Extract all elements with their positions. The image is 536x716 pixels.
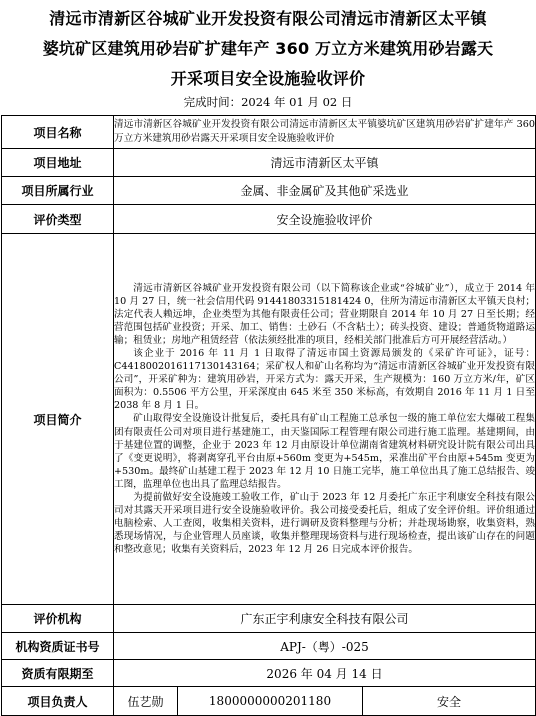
label-agency: 评价机构 — [2, 605, 114, 633]
value-validity: 2026 年 04 月 14 日 — [114, 660, 536, 687]
row-project-name — [2, 116, 536, 149]
value-industry: 金属、非金属矿及其他矿采选业 — [114, 177, 536, 205]
row-cert-no — [2, 633, 536, 660]
completed-date: 完成时间：2024 年 01 月 02 日 — [183, 95, 353, 109]
label-leader: 项目负责人 — [2, 687, 114, 716]
row-project-address — [2, 149, 536, 177]
label-project-address: 项目地址 — [2, 149, 114, 177]
row-summary — [2, 234, 536, 605]
title-line-3: 开采项目安全设施验收评价 — [170, 69, 366, 88]
project-info-table — [1, 115, 536, 716]
value-summary — [114, 234, 536, 605]
value-leader-specialty: 安全 — [363, 687, 536, 716]
value-evaluation-type: 安全设施验收评价 — [114, 205, 536, 234]
label-cert-no: 机构资质证书号 — [2, 633, 114, 660]
label-industry: 项目所属行业 — [2, 177, 114, 205]
row-agency — [2, 605, 536, 633]
value-agency: 广东正宇利康安全科技有限公司 — [114, 605, 536, 633]
label-summary: 项目简介 — [2, 234, 114, 605]
value-project-address: 清远市清新区太平镇 — [114, 149, 536, 177]
value-project-name: 清远市清新区谷城矿业开发投资有限公司清远市清新区太平镇婆坑矿区建筑用砂岩矿扩建年产 360 万立方米建筑用砂岩露天开采项目安全设施验收评价 — [114, 116, 536, 149]
row-validity — [2, 660, 536, 687]
summary-paragraph: 矿山取得安全设施设计批复后，委托具有矿山工程施工总承包一级的施工单位宏大爆破工程集团有限责任公司对项目进行基建施工，由天鉴国际工程管理有限公司进行施工监理。基建期间，由于基建位置的调整，企业于 2023 年 12 月由原设计单位湖南省建筑材料研究设计院有限公司出具了《变更说明》，将剥离穿孔平台由原+560m 变更为+545m，采准出矿平台由原+545m 变更为+530m。最终矿山基建工程于 2023 年 12 月 10 日施工完毕，施工单位出具了施工总结报告、竣工图，监理单位也出具了监理总结报告。 — [114, 413, 535, 490]
summary-paragraph: 清远市清新区谷城矿业开发投资有限公司（以下简称该企业或“谷城矿业”），成立于 2014 年 10 月 27 日，统一社会信用代码 91441803315181424 0，住所为清远市清新区太平镇天良村；法定代表人赖远坤，企业类型为其他有限责任公司；营业期限自 2014 年 10 月 27 日至长期；经营范围包括矿业投资；开采、加工、销售：土砂石（不含粘土）；砖头投资、建设；普通货物道路运输；租赁业；房地产租赁经营（依法须经批准的项目，经相关部门批准后方可开展经营活动。） — [114, 282, 535, 346]
row-industry — [2, 177, 536, 205]
row-evaluation-type — [2, 205, 536, 234]
label-validity: 资质有限期至 — [2, 660, 114, 687]
label-project-name: 项目名称 — [2, 116, 114, 149]
title-line-1: 清远市清新区谷城矿业开发投资有限公司清远市清新区太平镇 — [49, 9, 487, 28]
value-leader-name: 伍艺勋 — [114, 687, 178, 716]
label-evaluation-type: 评价类型 — [2, 205, 114, 234]
row-leader — [2, 687, 536, 716]
summary-paragraph: 为提前做好安全设施竣工验收工作，矿山于 2023 年 12 月委托广东正宇利康安全科技有限公司对其露天开采项目进行安全设施验收评价。我公司接受委托后，组成了安全评价组。评价组通过电脑检索、人工查阅，收集相关资料，进行调研及资料整理与分析；并赴现场勘察，收集资料，熟悉现场情况，与企业管理人员座谈，收集并整理现场资料与进行现场检查，提出该矿山存在的问题和整改意见；收集有关资料后，2023 年 12 月 26 日完成本评价报告。 — [114, 492, 535, 556]
value-cert-no: APJ-（粤）-025 — [114, 633, 536, 660]
title-line-2: 婆坑矿区建筑用砂岩矿扩建年产 360 万立方米建筑用砂岩露天 — [42, 39, 494, 58]
summary-paragraph: 该企业于 2016 年 11 月 1 日取得了清远市国土资源局颁发的《采矿许可证》，证号：C4418002016117130143164；采矿权人和矿山名称均为“清远市清新区谷城矿业开发投资有限公司”，开采矿种为：建筑用砂岩，开采方式为：露天开采，生产规模为：160 万立方米/年，矿区面积为：0.5506 平方公里，开采深度由 645 米至 350 米标高，有效期自 2016 年 11 月 1 日至 2038 年 8 月 1 日。 — [114, 347, 535, 412]
value-leader-cert: 1800000000201180 — [178, 687, 363, 716]
